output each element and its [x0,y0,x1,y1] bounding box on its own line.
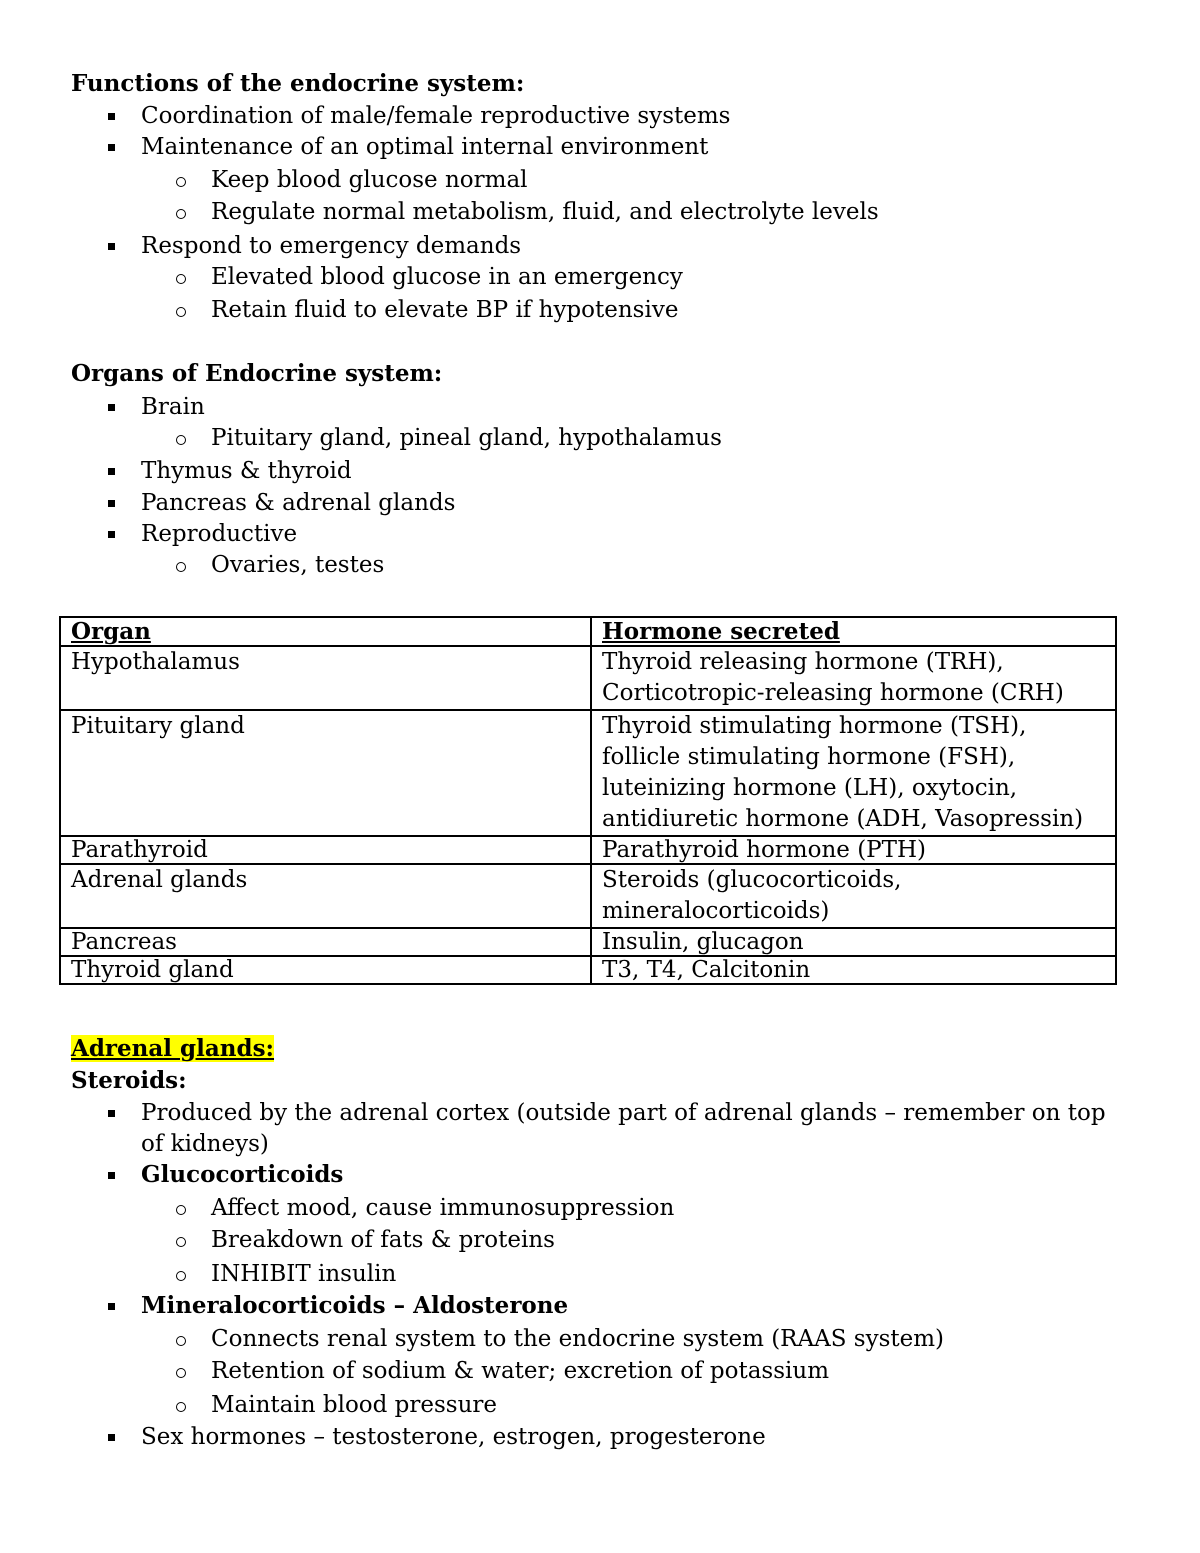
hormone-line: antidiuretic hormone (ADH, Vasopressin) [602,806,1084,832]
bullet-circle-icon [176,209,186,219]
list-item: Coordination of male/female reproductive systems [141,103,731,129]
table-row [60,928,1116,956]
list-item: Thymus & thyroid [141,458,352,484]
hormone-line: Corticotropic-releasing hormone (CRH) [602,680,1064,706]
organ-cell: Pancreas [60,928,591,956]
column-header-hormone: Hormone secreted [591,617,1116,646]
hormone-cell [591,836,1116,864]
organ-cell: Thyroid gland [60,956,591,984]
list-item: Produced by the adrenal cortex (outside part of adrenal glands – remember on top [141,1100,1106,1126]
hormone-line: Thyroid stimulating hormone (TSH), [602,713,1027,739]
adrenal-title-line [71,1033,274,1065]
list-subitem: Maintain blood pressure [211,1392,498,1418]
bullet-square-icon [108,1172,115,1179]
hormone-cell [591,646,1116,710]
bullet-circle-icon [176,1205,186,1215]
steroids-heading: Steroids: [71,1067,187,1094]
table-row [60,710,1116,836]
list-item: Respond to emergency demands [141,233,522,259]
organ-hormone-table [59,616,1117,985]
list-subitem: Elevated blood glucose in an emergency [211,264,683,290]
bullet-square-icon [108,531,115,538]
list-subitem: Retention of sodium & water; excretion of potassium [211,1358,830,1384]
bullet-square-icon [108,468,115,475]
hormone-line: luteinizing hormone (LH), oxytocin, [602,775,1018,801]
list-subitem: Affect mood, cause immunosuppression [211,1195,675,1221]
bullet-circle-icon [176,1336,186,1346]
bullet-circle-icon [176,1237,186,1247]
list-item: Pancreas & adrenal glands [141,490,456,516]
hormone-cell [591,864,1116,928]
list-item: Sex hormones – testosterone, estrogen, progesterone [141,1424,766,1450]
bullet-square-icon [108,1434,115,1441]
organ-cell: Pituitary gland [60,710,591,836]
bullet-circle-icon [176,1271,186,1281]
table-row [60,864,1116,928]
hormone-line: Insulin, glucagon [602,929,804,955]
bullet-square-icon [108,1110,115,1117]
table-header-row [60,617,1116,646]
bullet-circle-icon [176,435,186,445]
list-subitem: Ovaries, testes [211,552,385,578]
list-subitem: INHIBIT insulin [211,1261,397,1287]
table-row [60,646,1116,710]
bullet-circle-icon [176,1402,186,1412]
bullet-square-icon [108,144,115,151]
list-item-glucocorticoids: Glucocorticoids [141,1161,344,1188]
hormone-line: follicle stimulating hormone (FSH), [602,744,1016,770]
bullet-circle-icon [176,562,186,572]
bullet-circle-icon [176,307,186,317]
organ-cell: Parathyroid [60,836,591,864]
table-row [60,836,1116,864]
bullet-circle-icon [176,274,186,284]
hormone-line: mineralocorticoids) [602,898,830,924]
bullet-square-icon [108,243,115,250]
hormone-cell [591,956,1116,984]
bullet-circle-icon [176,1368,186,1378]
bullet-square-icon [108,113,115,120]
list-subitem: Pituitary gland, pineal gland, hypothalamus [211,425,722,451]
bullet-square-icon [108,500,115,507]
hormone-cell [591,928,1116,956]
hormone-line: Thyroid releasing hormone (TRH), [602,649,1004,675]
list-item-mineralocorticoids: Mineralocorticoids – Aldosterone [141,1292,569,1319]
list-item-continued: of kidneys) [141,1131,269,1157]
list-subitem: Regulate normal metabolism, fluid, and electrolyte levels [211,199,879,225]
table-row [60,956,1116,984]
column-header-organ: Organ [60,617,591,646]
hormone-line: T3, T4, Calcitonin [602,957,811,983]
adrenal-title: Adrenal glands: [71,1035,275,1062]
bullet-square-icon [108,404,115,411]
list-subitem: Keep blood glucose normal [211,167,528,193]
hormone-cell [591,710,1116,836]
list-subitem: Breakdown of fats & proteins [211,1227,555,1253]
list-subitem: Retain fluid to elevate BP if hypotensive [211,297,679,323]
list-subitem: Connects renal system to the endocrine system (RAAS system) [211,1326,945,1352]
hormone-line: Parathyroid hormone (PTH) [602,837,927,863]
organ-cell: Hypothalamus [60,646,591,710]
list-item: Brain [141,394,205,420]
list-item: Maintenance of an optimal internal environment [141,134,709,160]
hormone-line: Steroids (glucocorticoids, [602,867,902,893]
list-item: Reproductive [141,521,298,547]
functions-heading: Functions of the endocrine system: [71,70,525,97]
organ-cell: Adrenal glands [60,864,591,928]
bullet-circle-icon [176,177,186,187]
organs-heading: Organs of Endocrine system: [71,360,443,387]
bullet-square-icon [108,1303,115,1310]
